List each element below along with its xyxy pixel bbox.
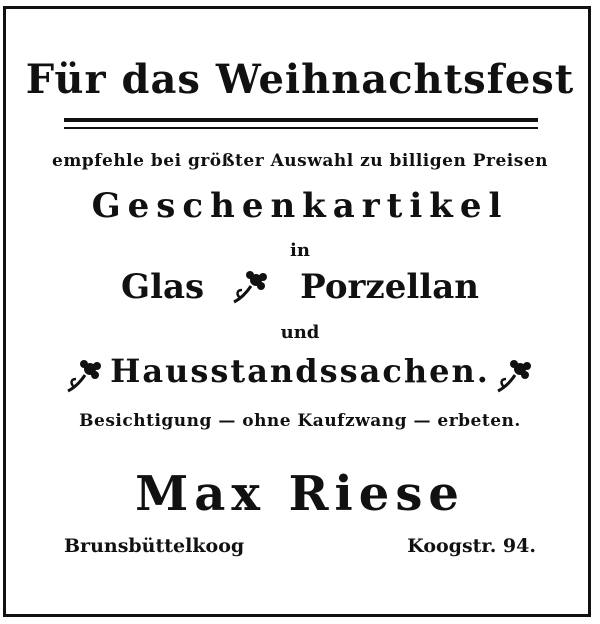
visit-note: Besichtigung — ohne Kaufzwang — erbeten. [79, 411, 521, 431]
merchant-name: Max Riese [135, 466, 465, 522]
address-street: Koogstr. 94. [407, 535, 536, 557]
item-household: Hausstandssachen. [110, 352, 490, 390]
item-glass: Glas [121, 267, 205, 307]
word-in: in [290, 240, 310, 261]
address-town: Brunsbüttelkoog [64, 535, 245, 557]
headline: Für das Weihnachtsfest [25, 56, 575, 103]
product-heading: Geschenkartikel [91, 186, 509, 226]
headline-rule-thin [64, 127, 538, 129]
intro-text: empfehle bei größter Auswahl zu billigen Preisen [52, 151, 548, 171]
flower-ornament-icon [494, 357, 538, 395]
flower-ornament-icon [230, 268, 274, 306]
item-porcelain: Porzellan [300, 267, 479, 307]
word-and: und [280, 322, 320, 343]
headline-rule-thick [64, 118, 538, 122]
glass-porcelain-row [0, 267, 600, 307]
